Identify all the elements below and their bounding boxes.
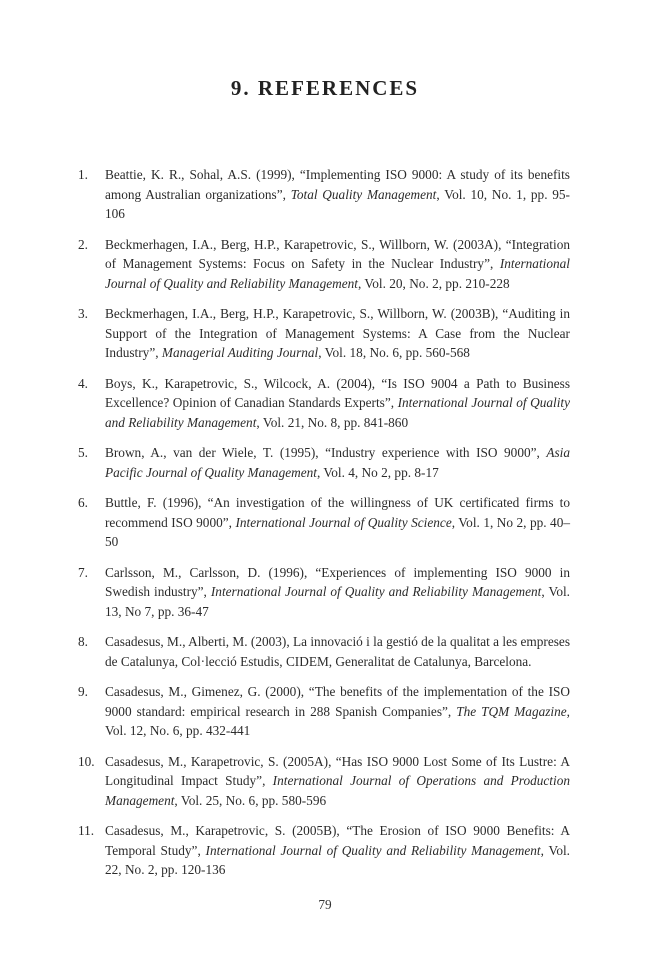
reference-item bbox=[78, 682, 570, 741]
reference-segment: , Vol. 18, No. 6, pp. 560-568 bbox=[318, 345, 470, 360]
reference-number: 1. bbox=[78, 167, 88, 182]
reference-text bbox=[105, 443, 570, 482]
reference-item bbox=[78, 632, 570, 671]
reference-text bbox=[105, 165, 570, 224]
reference-source-title: Asia Pacific Journal of Quality Management bbox=[105, 445, 570, 480]
reference-number: 7. bbox=[78, 564, 88, 580]
reference-segment: , Vol. 13, No 7, pp. 36-47 bbox=[105, 584, 570, 619]
reference-number: 2. bbox=[78, 236, 88, 252]
reference-segment: Carlsson, M., Carlsson, D. (1996), “Experiences of implementing ISO 9000 in Swedish industry”, bbox=[105, 564, 570, 599]
reference-source-title: The TQM Magazine bbox=[456, 703, 567, 719]
reference-list bbox=[78, 165, 570, 891]
reference-source-title: International Journal of Quality and Reliability Management bbox=[105, 256, 570, 291]
reference-item bbox=[78, 165, 570, 224]
reference-segment: Casadesus, M., Gimenez, G. (2000), “The benefits of the implementation of the ISO 9000 standard: empirical research in 288 Spanish Companies”, bbox=[105, 684, 570, 719]
reference-segment: Casadesus, M., Karapetrovic, S. (2005B), “The Erosion of ISO 9000 Benefits: A Temporal Study”, bbox=[105, 823, 570, 858]
reference-text bbox=[105, 235, 570, 294]
reference-segment: , Vol. 22, No. 2, pp. 120-136 bbox=[105, 842, 571, 877]
reference-text bbox=[105, 682, 570, 741]
reference-text bbox=[105, 493, 570, 552]
reference-source-title: International Journal of Quality and Reliability Management bbox=[210, 584, 542, 599]
reference-segment: , Vol. 25, No. 6, pp. 580-596 bbox=[174, 792, 327, 808]
reference-segment: Casadesus, M., Alberti, M. (2003), La innovació i la gestió de la qualitat a les empreses de Catalunya, Col·lecció Estudis, CIDEM, Generalitat de Catalunya, Barcelona. bbox=[105, 634, 570, 669]
reference-source-title: International Journal of Operations and Production Management bbox=[105, 773, 570, 808]
reference-text bbox=[105, 632, 570, 671]
reference-source-title: International Journal of Quality and Reliability Management bbox=[205, 842, 541, 858]
reference-item bbox=[78, 235, 570, 294]
reference-segment: , Vol. 21, No. 8, pp. 841-860 bbox=[256, 414, 409, 430]
reference-segment: Boys, K., Karapetrovic, S., Wilcock, A. (2004), “Is ISO 9004 a Path to Business Excellence? Opinion of Canadian Standards Experts”, bbox=[105, 375, 570, 410]
reference-number: 5. bbox=[78, 445, 88, 460]
reference-item bbox=[78, 304, 570, 363]
reference-segment: , Vol. 20, No. 2, pp. 210-228 bbox=[357, 275, 510, 291]
reference-source-title: International Journal of Quality and Reliability Management bbox=[105, 395, 570, 430]
reference-item bbox=[78, 493, 570, 552]
page-title: 9. REFERENCES bbox=[230, 76, 420, 100]
reference-number: 11. bbox=[78, 823, 95, 838]
reference-segment: Beckmerhagen, I.A., Berg, H.P., Karapetrovic, S., Willborn, W. (2003A), “Integration of Management Systems: Focus on Safety in the Nuclear Industry”, bbox=[105, 236, 570, 271]
reference-text bbox=[105, 304, 570, 363]
reference-segment: Beattie, K. R., Sohal, A.S. (1999), “Implementing ISO 9000: A study of its benefits among Australian organizations”, bbox=[105, 167, 570, 202]
reference-segment: , Vol. 12, No. 6, pp. 432-441 bbox=[105, 703, 570, 738]
reference-source-title: Managerial Auditing Journal bbox=[161, 345, 319, 360]
reference-segment: Brown, A., van der Wiele, T. (1995), “Industry experience with ISO 9000”, bbox=[105, 445, 547, 460]
reference-segment: , Vol. 4, No 2, pp. 8-17 bbox=[316, 464, 439, 480]
reference-segment: Buttle, F. (1996), “An investigation of the willingness of UK certificated firms to recommend ISO 9000”, bbox=[105, 495, 570, 530]
reference-number: 6. bbox=[78, 495, 88, 510]
reference-item bbox=[78, 821, 570, 880]
reference-segment: Beckmerhagen, I.A., Berg, H.P., Karapetrovic, S., Willborn, W. (2003B), “Auditing in Support of the Integration of Management Systems: A Case from the Nuclear Industry”, bbox=[105, 306, 570, 360]
reference-item bbox=[78, 443, 570, 482]
reference-number: 8. bbox=[78, 634, 88, 649]
reference-number: 3. bbox=[78, 306, 88, 321]
reference-source-title: Total Quality Management bbox=[290, 186, 437, 202]
reference-text bbox=[105, 752, 570, 811]
reference-text bbox=[105, 821, 570, 880]
reference-number: 4. bbox=[78, 375, 88, 391]
reference-item bbox=[78, 752, 570, 811]
reference-segment: , Vol. 1, No 2, pp. 40–50 bbox=[105, 514, 570, 549]
reference-number: 10. bbox=[78, 753, 95, 769]
reference-source-title: International Journal of Quality Science bbox=[235, 514, 452, 530]
reference-text bbox=[105, 563, 570, 622]
reference-item bbox=[78, 374, 570, 433]
reference-item bbox=[78, 563, 570, 622]
reference-text bbox=[105, 374, 570, 433]
page-number: 79 bbox=[318, 897, 332, 912]
reference-segment: , Vol. 10, No. 1, pp. 95-106 bbox=[105, 186, 570, 221]
reference-segment: Casadesus, M., Karapetrovic, S. (2005A), “Has ISO 9000 Lost Some of Its Lustre: A Longitudinal Impact Study”, bbox=[105, 753, 570, 788]
reference-number: 9. bbox=[78, 684, 88, 699]
